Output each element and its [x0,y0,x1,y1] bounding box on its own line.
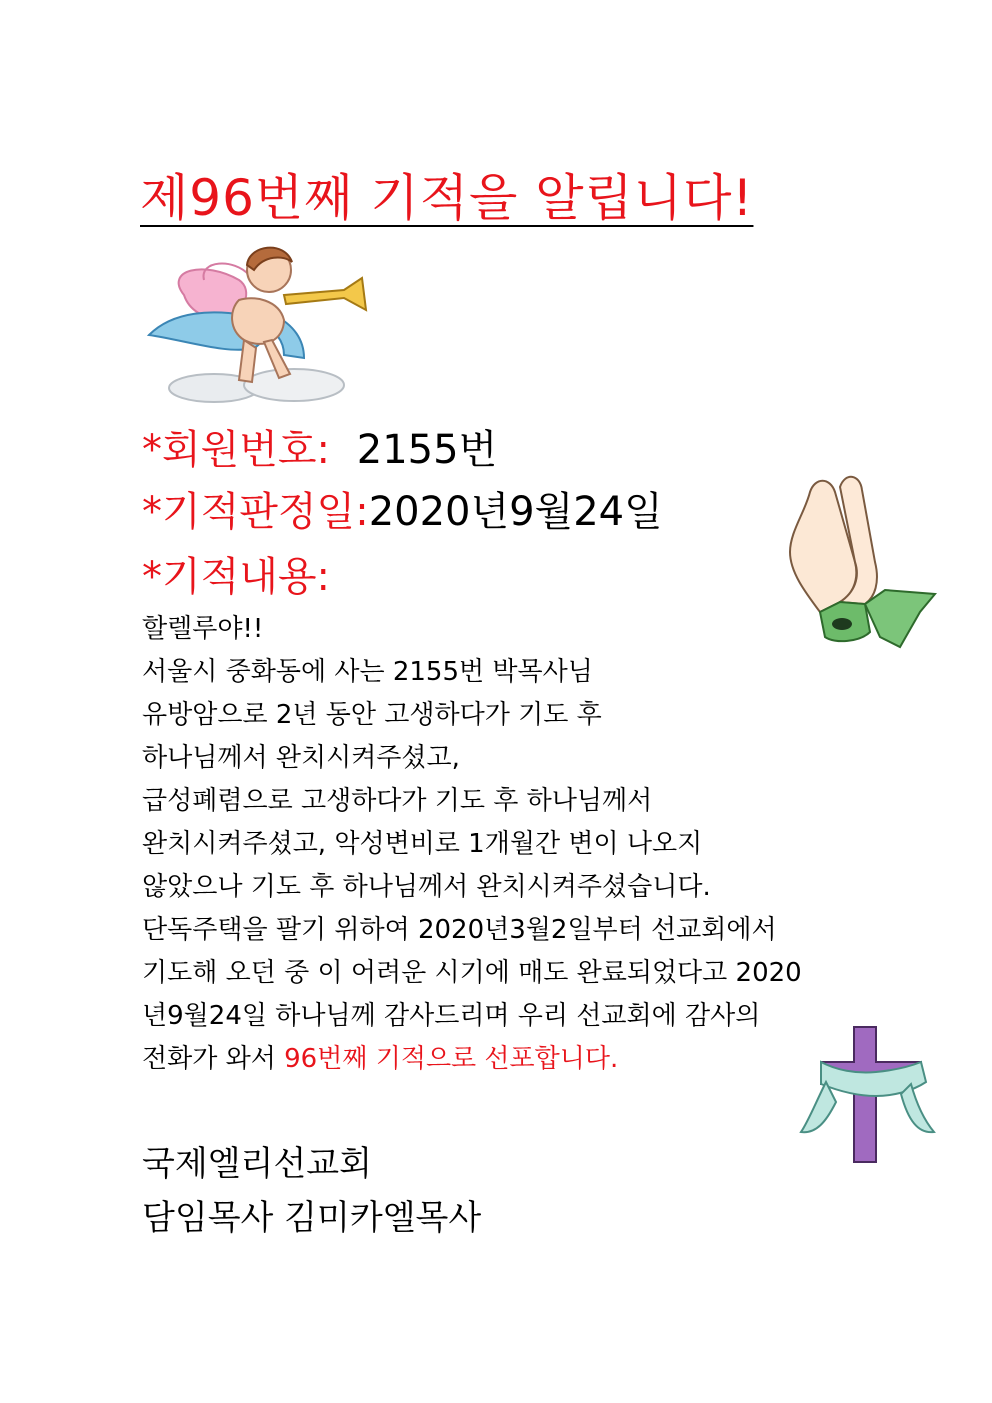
miracle-date-value: 2020년9월24일 [368,489,663,535]
body-line: 유방암으로 2년 동안 고생하다가 기도 후 [142,700,602,730]
miracle-content-field [142,545,330,602]
body-line: 급성폐렴으로 고생하다가 기도 후 하나님께서 [142,786,653,816]
body-line: 할렐루야!! [142,614,264,644]
body-line: 서울시 중화동에 사는 2155번 박목사님 [142,657,593,687]
cross-with-cloth-icon [796,1022,936,1167]
body-line: 않았으나 기도 후 하나님께서 완치시켜주셨습니다. [142,872,711,902]
angel-trumpet-icon [144,240,374,410]
body-line: 하나님께서 완치시켜주셨고, [142,743,460,773]
body-line: 단독주택을 팔기 위하여 2020년3월2일부터 선교회에서 [142,915,777,945]
last-line-prefix: 전화가 와서 [142,1044,285,1074]
body-line: 기도해 오던 중 이 어려운 시기에 매도 완료되었다고 2020 [142,958,802,988]
body-line-last [142,1038,802,1081]
miracle-date-field [142,480,663,537]
praying-hands-icon [780,472,940,652]
pastor-name: 담임목사 김미카엘목사 [142,1198,482,1238]
church-name: 국제엘리선교회 [142,1144,372,1184]
miracle-content-label: *기적내용: [142,554,331,600]
body-line: 년9월24일 하나님께 감사드리며 우리 선교회에 감사의 [142,1001,761,1031]
miracle-body [142,608,802,1081]
proclamation-text: 96번째 기적으로 선포합니다. [284,1044,619,1074]
miracle-date-label: *기적판정일: [142,489,369,535]
member-number-value: 2155번 [356,427,498,473]
member-number-label: *회원번호: [142,427,331,473]
member-number-field [142,418,497,475]
page-title: 제96번째 기적을 알립니다! [140,169,754,227]
body-line: 완치시켜주셨고, 악성변비로 1개월간 변이 나오지 [142,829,703,859]
